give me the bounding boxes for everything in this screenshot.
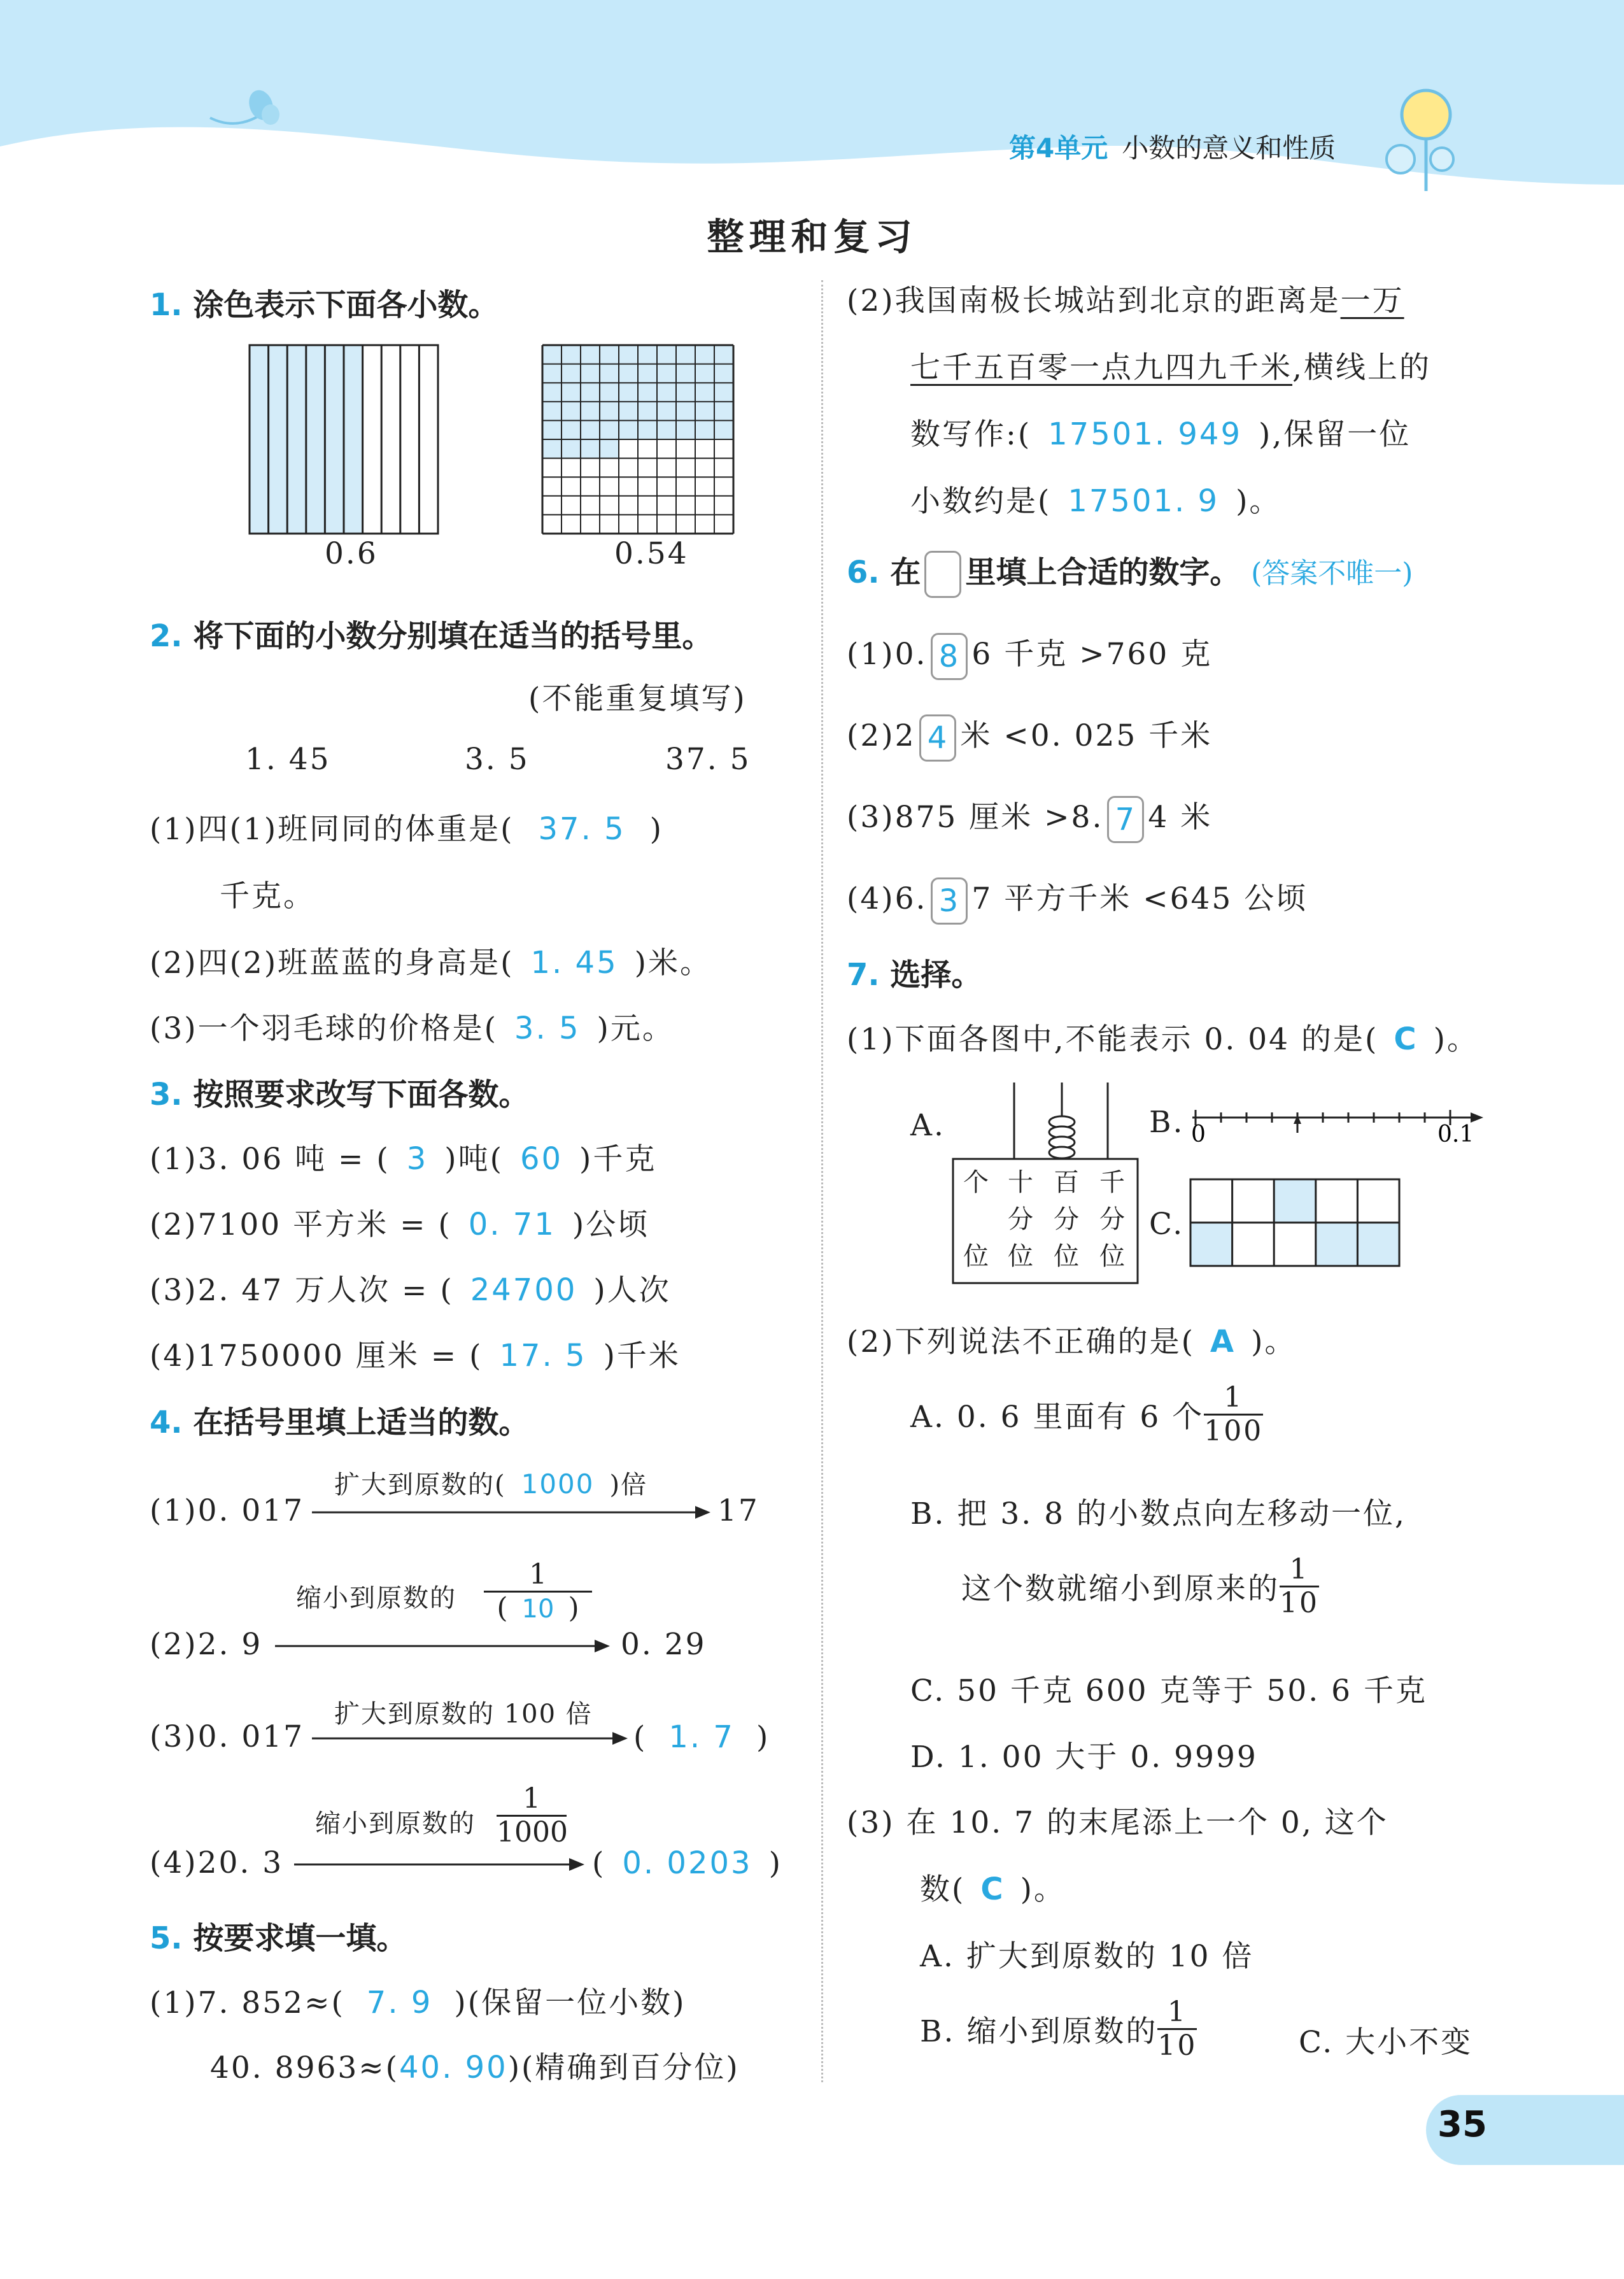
q6-part2: (2)2 4 米 <0. 025 千米: [847, 712, 1212, 762]
q4-part1-arrow: [311, 1503, 718, 1522]
q4-answer-1[interactable]: 1000: [521, 1468, 595, 1500]
q7-part2: (2)下列说法不正确的是( A )。: [847, 1324, 1297, 1360]
q5-part1: (1)7. 852≈( 7. 9 )(保留一位小数): [150, 1985, 686, 2020]
page-number-tab: [1426, 2095, 1624, 2165]
number-line-start: 0: [1191, 1121, 1206, 1147]
q6-answer-2[interactable]: 4: [919, 714, 956, 762]
q2-answer-3[interactable]: 3. 5: [514, 1011, 581, 1046]
q2-part1: (1)四(1)班同同的体重是( 37. 5 ): [150, 811, 663, 847]
q4-answer-3[interactable]: 1. 7: [668, 1719, 735, 1755]
q7-abacus-figure: [952, 1076, 1143, 1286]
q3-heading: [150, 1070, 529, 1114]
q6-answer-3[interactable]: 7: [1107, 796, 1144, 843]
q4-number: 4.: [150, 1405, 183, 1440]
q5-part2-line2: 七千五百零一点九四九千米,横线上的: [910, 350, 1431, 385]
q2-number-1: 1. 45: [245, 742, 331, 777]
q7-answer-2[interactable]: A: [1210, 1324, 1236, 1360]
q7-part2-option-d: D. 1. 00 大于 0. 9999: [910, 1740, 1258, 1775]
q3-answer-2[interactable]: 0. 71: [468, 1207, 556, 1242]
q1-number: 1.: [150, 287, 183, 323]
q7-part2-option-b2: 这个数就缩小到原来的 $\frac{1}{10}$: [961, 1553, 1319, 1619]
q1-text: 涂色表示下面各小数。: [193, 287, 499, 323]
q5-answer-1b[interactable]: 40. 90: [399, 2050, 508, 2085]
q1-fig1-label: 0.6: [325, 536, 378, 571]
q2-number: 2.: [150, 618, 183, 654]
header-banner: [0, 0, 1624, 204]
q4-part4-arrow: [293, 1855, 592, 1874]
q6-part1: (1)0. 8 6 千克 >760 克: [847, 630, 1212, 680]
svg-text:位: 位: [963, 1242, 989, 1271]
q7-text: 选择。: [890, 957, 982, 993]
q7-part3-option-b: B. 缩小到原数的 $\frac{1}{10}$: [920, 1996, 1197, 2062]
q6-number: 6.: [847, 555, 880, 590]
q4-part2-fraction: $\frac{1}{( 10 )}$: [484, 1559, 592, 1625]
q7-part1: (1)下面各图中,不能表示 0. 04 的是( C )。: [847, 1021, 1479, 1057]
q7-option-a-label: A.: [910, 1108, 945, 1143]
q1-fig2-label: 0.54: [614, 536, 689, 571]
q3-answer-1b[interactable]: 60: [519, 1141, 563, 1177]
svg-text:分: 分: [1008, 1205, 1033, 1234]
q7-heading: [847, 950, 982, 994]
q7-part3-line2: 数( C )。: [920, 1871, 1066, 1907]
q7-option-b-label: B.: [1149, 1105, 1185, 1140]
unit-number: 第4单元: [1009, 132, 1108, 164]
q1-figure-tenths: [248, 344, 439, 535]
q7-part3-line1: (3) 在 10. 7 的末尾添上一个 0, 这个: [847, 1805, 1388, 1840]
q4-part3-left: (3)0. 017: [150, 1719, 305, 1754]
pointer-arrow-icon: [1294, 1115, 1301, 1124]
q4-part4-fraction: $\frac{1}{1000}$: [497, 1782, 568, 1849]
q4-part2-arrow: [274, 1636, 618, 1656]
svg-text:分: 分: [1054, 1205, 1079, 1234]
q3-part3: (3)2. 47 万人次 = ( 24700 )人次: [150, 1272, 671, 1308]
svg-text:个: 个: [963, 1168, 989, 1197]
q5-answer-1[interactable]: 7. 9: [366, 1985, 433, 2020]
svg-text:十: 十: [1008, 1168, 1033, 1197]
q4-part2-left: (2)2. 9: [150, 1627, 263, 1662]
blank-box-icon: [924, 551, 961, 598]
q5-text: 按要求填一填。: [193, 1920, 407, 1956]
q5-answer-2a[interactable]: 17501. 949: [1048, 416, 1242, 452]
q3-part4: (4)1750000 厘米 = ( 17. 5 )千米: [150, 1338, 681, 1374]
q1-figure-hundredths: [541, 344, 738, 535]
unit-title: 小数的意义和性质: [1122, 132, 1336, 164]
svg-text:分: 分: [1099, 1205, 1125, 1234]
svg-text:百: 百: [1054, 1168, 1079, 1197]
q4-heading: [150, 1398, 529, 1442]
q4-part2-label: 缩小到原数的: [296, 1584, 456, 1613]
q6-answer-4[interactable]: 3: [931, 877, 968, 925]
q5-number: 5.: [150, 1920, 183, 1956]
q6-heading: 6. 在 里填上合适的数字。 (答案不唯一): [847, 548, 1413, 598]
q4-text: 在括号里填上适当的数。: [193, 1405, 530, 1440]
page-number: 35: [1437, 2104, 1487, 2145]
q4-part1-left: (1)0. 017: [150, 1493, 305, 1528]
q2-number-3: 37. 5: [665, 742, 751, 777]
q6-answer-1[interactable]: 8: [931, 633, 968, 680]
q3-answer-1a[interactable]: 3: [406, 1141, 428, 1177]
q3-text: 按照要求改写下面各数。: [193, 1077, 530, 1112]
q6-note: (答案不唯一): [1251, 557, 1413, 590]
q5-part1b: 40. 8963≈(40. 90)(精确到百分位): [210, 2050, 740, 2085]
q5-part2-line4: 小数约是( 17501. 9 )。: [910, 483, 1282, 519]
page-title: 整理和复习: [707, 215, 917, 259]
q5-part2-line1: (2)我国南极长城站到北京的距离是一万: [847, 283, 1404, 318]
q4-part4-label: 缩小到原数的: [315, 1809, 476, 1838]
unit-heading: [1009, 127, 1336, 166]
q6-part3: (3)875 厘米 >8. 7 4 米: [847, 793, 1212, 843]
q7-part2-option-b1: B. 把 3. 8 的小数点向左移动一位,: [910, 1496, 1406, 1531]
q2-answer-2[interactable]: 1. 45: [530, 945, 618, 981]
q3-answer-4[interactable]: 17. 5: [499, 1338, 587, 1374]
q3-part1: (1)3. 06 吨 = ( 3 )吨( 60 )千克: [150, 1141, 657, 1177]
q5-heading: [150, 1913, 407, 1957]
q5-part2-line3: 数写作:( 17501. 949 ),保留一位: [910, 416, 1411, 452]
q7-part2-option-c: C. 50 千克 600 克等于 50. 6 千克: [910, 1673, 1427, 1708]
q2-part1-unit: 千克。: [220, 879, 315, 914]
q3-answer-3[interactable]: 24700: [470, 1272, 577, 1308]
svg-text:位: 位: [1099, 1242, 1125, 1271]
q4-part1-right: 17: [717, 1493, 759, 1528]
q4-part3-arrow: [311, 1729, 635, 1748]
q7-answer-1[interactable]: C: [1394, 1021, 1418, 1057]
q2-answer-1[interactable]: 37. 5: [538, 811, 626, 847]
q1-heading: [150, 280, 498, 324]
q7-number: 7.: [847, 957, 880, 993]
q4-part3-answer-row: ( 1. 7 ): [633, 1719, 770, 1755]
q4-part4-left: (4)20. 3: [150, 1845, 284, 1880]
q4-answer-2[interactable]: 10: [521, 1594, 554, 1624]
q5-answer-2b[interactable]: 17501. 9: [1068, 483, 1220, 519]
q3-number: 3.: [150, 1077, 183, 1112]
column-divider: [821, 280, 823, 2082]
q2-number-2: 3. 5: [465, 742, 530, 777]
svg-text:位: 位: [1054, 1242, 1079, 1271]
q4-part2-right: 0. 29: [621, 1627, 707, 1662]
q7-grid-figure: [1189, 1178, 1406, 1267]
q7-option-c-label: C.: [1149, 1207, 1185, 1242]
q7-part2-option-a: A. 0. 6 里面有 6 个 $\frac{1}{100}$: [910, 1381, 1264, 1447]
q2-note: (不能重复填写): [528, 681, 747, 716]
number-line-end: 0.1: [1437, 1121, 1474, 1147]
q4-part4-answer-row: ( 0. 0203 ): [592, 1845, 782, 1881]
q2-heading: [150, 611, 712, 655]
q2-text: 将下面的小数分别填在适当的括号里。: [193, 618, 713, 654]
q4-part1-label: 扩大到原数的( 1000 )倍: [334, 1468, 648, 1500]
abacus-place-labels: [963, 1168, 1125, 1271]
q3-part2: (2)7100 平方米 = ( 0. 71 )公顷: [150, 1207, 650, 1242]
q4-answer-4[interactable]: 0. 0203: [622, 1845, 752, 1881]
svg-text:千: 千: [1099, 1168, 1125, 1197]
q2-part2: (2)四(2)班蓝蓝的身高是( 1. 45 )米。: [150, 945, 712, 981]
q6-part4: (4)6. 3 7 平方千米 <645 公顷: [847, 875, 1308, 925]
svg-text:位: 位: [1008, 1242, 1033, 1271]
q7-answer-3[interactable]: C: [980, 1871, 1005, 1907]
q4-part3-label: 扩大到原数的 100 倍: [334, 1700, 593, 1729]
q7-part3-option-a: A. 扩大到原数的 10 倍: [920, 1939, 1254, 1974]
q2-part3: (3)一个羽毛球的价格是( 3. 5 )元。: [150, 1011, 674, 1046]
q7-number-line: [1189, 1105, 1488, 1149]
q7-part3-option-c: C. 大小不变: [1299, 2025, 1473, 2060]
